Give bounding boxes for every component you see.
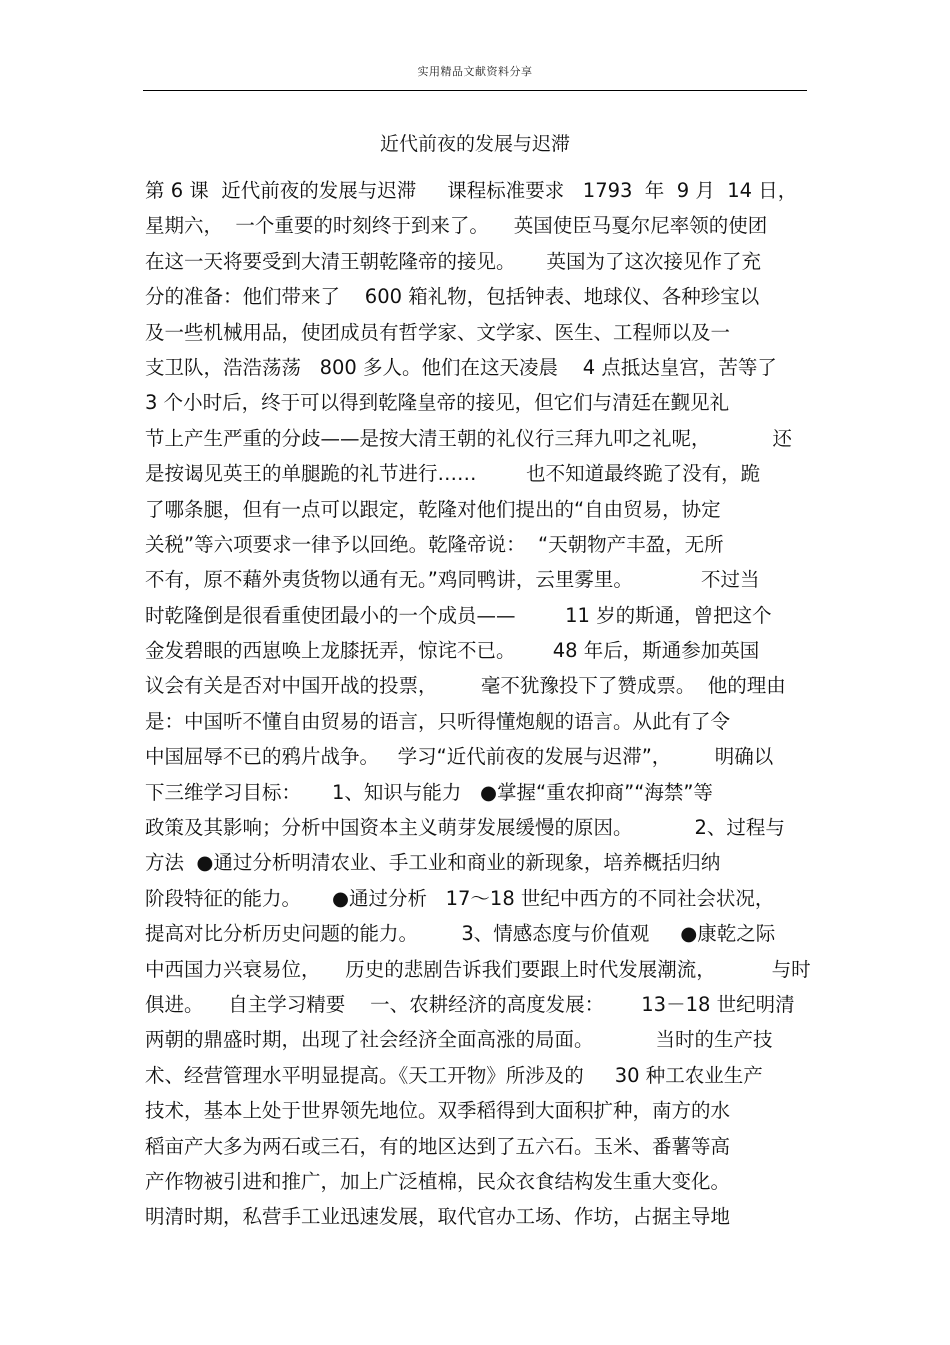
text-line: 及一些机械用品，使团成员有哲学家、文学家、医生、工程师以及一 [145, 320, 731, 344]
text-line: 3 个小时后，终于可以得到乾隆皇帝的接见，但它们与清廷在觐见礼 [145, 391, 730, 415]
text-line: 了哪条腿，但有一点可以跟定，乾隆对他们提出的“自由贸易，协定 [145, 497, 721, 521]
text-line: 在这一天将要受到大清王朝乾隆帝的接见。 英国为了这次接见作了充 [145, 249, 761, 273]
text-line: 俱进。 自主学习精要 一、农耕经济的高度发展： 13－18 世纪明清 [145, 992, 795, 1016]
text-line: 节上产生严重的分歧——是按大清王朝的礼仪行三拜九叩之礼呢， 还 [145, 426, 792, 450]
text-line: 支卫队，浩浩荡荡 800 多人。他们在这天凌晨 4 点抵达皇宫，苦等了 [145, 355, 777, 379]
text-line: 提高对比分析历史问题的能力。 3、情感态度与价值观 ●康乾之际 [145, 922, 776, 946]
text-line: 分的准备：他们带来了 600 箱礼物，包括钟表、地球仪、各种珍宝以 [145, 285, 760, 309]
document-title: 近代前夜的发展与迟滞 [379, 133, 570, 155]
text-line: 第 6 课 近代前夜的发展与迟滞 课程标准要求 1793 年 9 月 14 日， [145, 179, 798, 202]
text-line: 两朝的鼎盛时期，出现了社会经济全面高涨的局面。 当时的生产技 [145, 1028, 773, 1052]
text-line: 稻亩产大多为两石或三石，有的地区达到了五六石。玉米、番薯等高 [145, 1134, 731, 1158]
text-line: 是按谒见英王的单腿跪的礼节进行…… 也不知道最终跪了没有，跪 [145, 462, 761, 486]
text-line: 技术，基本上处于世界领先地位。双季稻得到大面积扩种，南方的水 [145, 1099, 731, 1123]
text-line: 下三维学习目标： 1、知识与能力 ●掌握“重农抑商”“海禁”等 [145, 780, 713, 804]
text-line: 关税”等六项要求一律予以回绝。乾隆帝说： “天朝物产丰盈，无所 [145, 532, 724, 556]
text-line: 阶段特征的能力。 ●通过分析 17～18 世纪中西方的不同社会状况， [145, 886, 775, 910]
text-line: 金发碧眼的西崽唤上龙膝抚弄，惊诧不已。 48 年后，斯通参加英国 [145, 639, 760, 663]
text-line: 产作物被引进和推广，加上广泛植棉，民众衣食结构发生重大变化。 [145, 1169, 731, 1193]
text-line: 术、经营管理水平明显提高。《天工开物》所涉及的 30 种工农业生产 [145, 1063, 763, 1087]
text-line: 不有，原不藉外夷货物以通有无。”鸡同鸭讲，云里雾里。 不过当 [145, 568, 760, 592]
text-line: 中国屈辱不已的鸦片战争。 学习“近代前夜的发展与迟滞”， 明确以 [145, 745, 774, 769]
text-line: 星期六， 一个重要的时刻终于到来了。 英国使臣马戛尔尼率领的使团 [145, 214, 768, 238]
text-line: 政策及其影响；分析中国资本主义萌芽发展缓慢的原因。 2、过程与 [145, 816, 785, 840]
text-line: 议会有关是否对中国开战的投票， 毫不犹豫投下了赞成票。 他的理由 [145, 674, 786, 698]
body-text [145, 173, 815, 1235]
header-divider [143, 90, 807, 91]
running-header: 实用精品文献资料分享 [417, 65, 533, 78]
text-line: 中西国力兴衰易位， 历史的悲剧告诉我们要跟上时代发展潮流， 与时 [145, 957, 811, 981]
text-line: 是：中国听不懂自由贸易的语言，只听得懂炮舰的语言。从此有了令 [145, 709, 731, 733]
text-line: 明清时期，私营手工业迅速发展，取代官办工场、作坊，占据主导地 [145, 1205, 731, 1229]
text-line: 方法 ●通过分析明清农业、手工业和商业的新现象，培养概括归纳 [145, 851, 721, 875]
text-line: 时乾隆倒是很看重使团最小的一个成员—— 11 岁的斯通，曾把这个 [145, 603, 772, 627]
